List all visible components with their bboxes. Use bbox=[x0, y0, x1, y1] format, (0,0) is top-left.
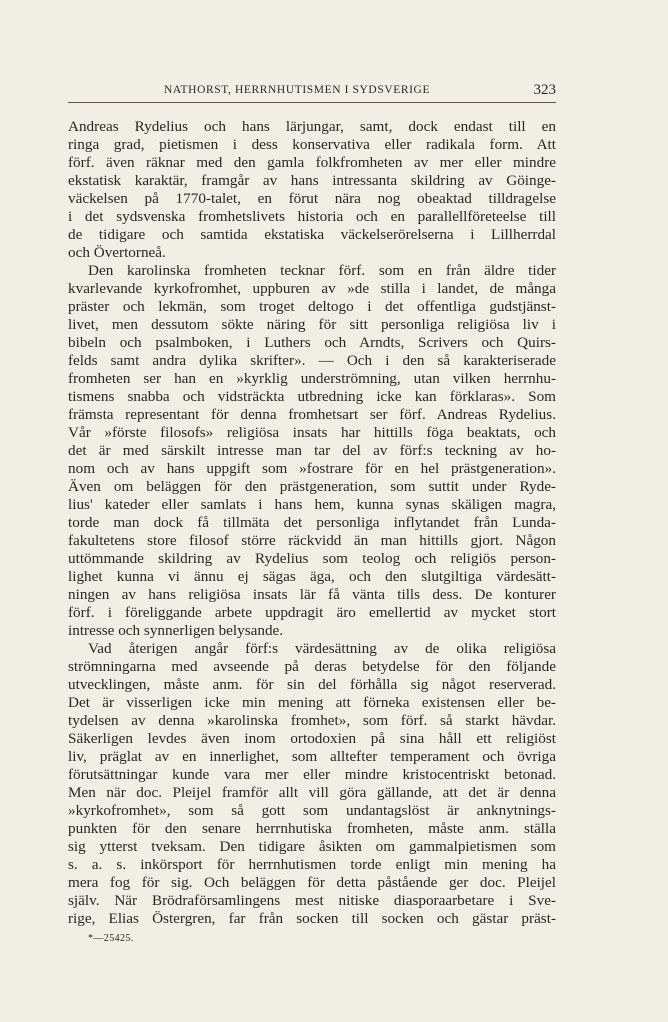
text-line: det är med särskilt intresse man tar del av förf:s teckning av ho- bbox=[68, 442, 556, 459]
body-text bbox=[68, 118, 556, 946]
text-line: punkten för den senare herrnhutiska fromheten, måste anm. ställa bbox=[68, 820, 556, 837]
text-line: felds samt andra dylika skrifter». — Och i den så karakteriserade bbox=[68, 352, 556, 369]
text-line: ringa grad, pietismen i dess konservativa eller radikala form. Att bbox=[68, 136, 556, 153]
text-line: »kyrkofromhet», som så gott som undantagslöst är anknytnings- bbox=[68, 802, 556, 819]
text-line: intresse och synnerligen belysande. bbox=[68, 622, 284, 639]
text-line: väckelsen på 1770-talet, en förut nära nog obeaktad tilldragelse bbox=[68, 190, 556, 207]
text-line: Men när doc. Pleijel framför allt vill göra gällande, att det är denna bbox=[68, 784, 556, 801]
text-line: tismens snabba och vidsträckta utbredning icke kan förklaras». Som bbox=[68, 388, 556, 405]
text-line: bibeln och psalmboken, i Luthers och Arndts, Scrivers och Quirs- bbox=[68, 334, 556, 351]
text-line bbox=[68, 928, 556, 946]
text-line: liv, präglat av en innerlighet, som alltefter temperament och övriga bbox=[68, 748, 556, 765]
text-line: nom och av hans uppgift som »fostrare för en hel prästgeneration». bbox=[68, 460, 556, 477]
text-line: lighet kunna vi ännu ej sägas äga, och den slutgiltiga värdesätt- bbox=[68, 568, 556, 585]
text-line: fromheten ser han en »kyrklig underströmning, utan vilken herrnhu- bbox=[68, 370, 556, 387]
text-line: Vad återigen angår förf:s värdesättning av de olika religiösa bbox=[88, 640, 556, 657]
page-number: 323 bbox=[533, 82, 556, 98]
text-line: strömningarna med avseende på deras betydelse för den följande bbox=[68, 658, 556, 675]
text-line: uttömmande skildring av Rydelius som teolog och religiös person- bbox=[68, 550, 556, 567]
text-line: livet, men dessutom sökte näring för sitt personliga religiösa liv i bbox=[68, 316, 556, 333]
text-line: Andreas Rydelius och hans lärjungar, samt, dock endast till en bbox=[68, 118, 556, 135]
text-line: förf. även räknar med den gamla folkfromheten av mer eller mindre bbox=[68, 154, 556, 171]
text-line: utvecklingen, måste anm. för sin del förhålla sig något reserverad. bbox=[68, 676, 556, 693]
running-title: NATHORST, HERRNHUTISMEN I SYDSVERIGE bbox=[164, 84, 431, 96]
text-line: mera fog för sig. Och beläggen för detta påstående ger doc. Pleijel bbox=[68, 874, 556, 891]
text-line: tydelsen av denna »karolinska fromhet», som förf. så starkt hävdar. bbox=[68, 712, 556, 729]
signature-mark: *—25425. bbox=[88, 933, 134, 944]
text-line: s. a. s. inkörsport för herrnhutismen torde enligt min mening ha bbox=[68, 856, 556, 873]
text-line: kvarlevande kyrkofromhet, uppburen av »de stilla i landet, de många bbox=[68, 280, 556, 297]
text-line: de tidigare och samtida ekstatiska väckelserörelserna i Lillherrdal bbox=[68, 226, 556, 243]
text-line: Det är visserligen icke min mening att förneka existensen eller be- bbox=[68, 694, 556, 711]
text-line: ekstatisk karaktär, framgår av hans intressanta skildring av Göinge- bbox=[68, 172, 556, 189]
text-line: främsta representant för denna fromhetsart ser förf. Andreas Rydelius. bbox=[68, 406, 556, 423]
text-line: präster och lekmän, som troget deltogo i det offentliga gudstjänst- bbox=[68, 298, 556, 315]
text-line: förutsättningar kunde vara mer eller mindre kristocentriskt betonad. bbox=[68, 766, 556, 783]
text-line: rige, Elias Östergren, far från socken till socken och gästar präst- bbox=[68, 910, 556, 927]
text-line: sig ytterst tveksam. Den tidigare åsikten om gammalpietismen som bbox=[68, 838, 556, 855]
text-line: Säkerligen levdes även inom ortodoxien på sina håll ett religiöst bbox=[68, 730, 556, 747]
text-line: och Övertorneå. bbox=[68, 244, 166, 261]
text-line: torde man dock få tillmäta det personliga inflytandet från Lunda- bbox=[68, 514, 556, 531]
text-line: lius' kateder eller samlats i hans hem, kunna synas skäligen magra, bbox=[68, 496, 556, 513]
text-line: Även om beläggen för den prästgeneration, som suttit under Ryde- bbox=[68, 478, 556, 495]
header-rule bbox=[68, 102, 556, 103]
text-line: själv. När Brödraförsamlingens mest nitiske diasporaarbetare i Sve- bbox=[68, 892, 556, 909]
text-line: fakultetens store filosof större räckvidd än man hittills gjort. Någon bbox=[68, 532, 556, 549]
text-line: Vår »förste filosofs» religiösa insats har hittills föga beaktats, och bbox=[68, 424, 556, 441]
text-line: ningen av hans religiösa insats lär få vänta tills dess. De konturer bbox=[68, 586, 556, 603]
text-line: förf. i föreliggande arbete uppdragit äro emellertid av mycket stort bbox=[68, 604, 556, 621]
text-line: Den karolinska fromheten tecknar förf. som en från äldre tider bbox=[88, 262, 556, 279]
text-line: i det sydsvenska fromhetslivets historia och en parallellföreteelse till bbox=[68, 208, 556, 225]
